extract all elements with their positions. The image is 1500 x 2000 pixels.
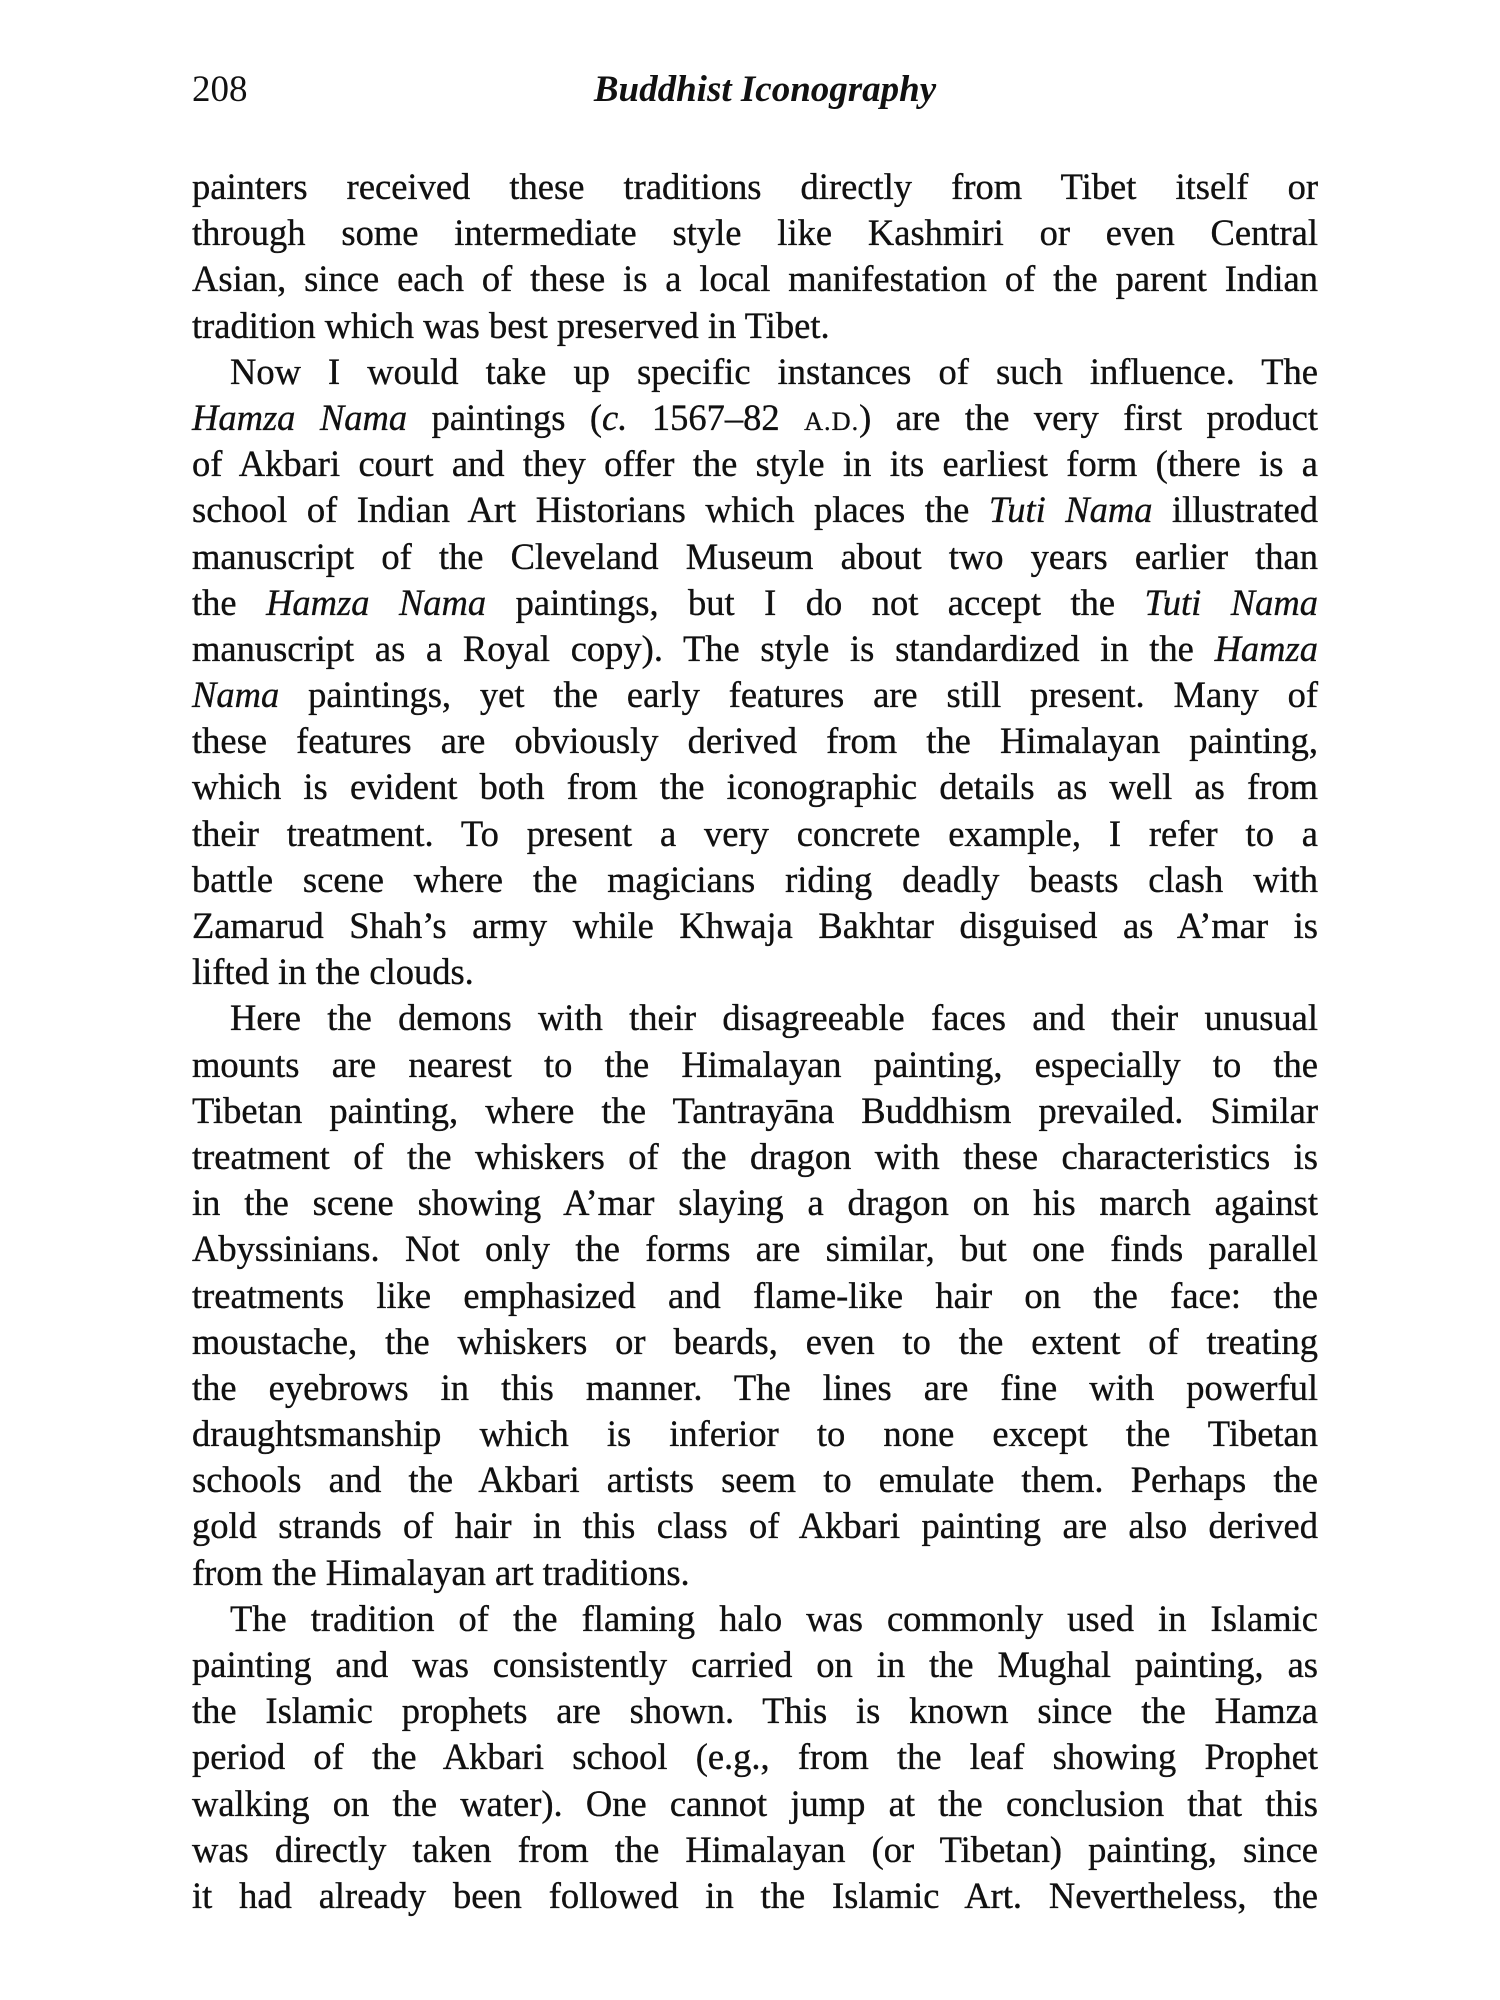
text-segment: Asian, since each of these is a local manifestation of the parent Indian: [192, 258, 1318, 300]
italic-text: Hamza Nama: [192, 396, 408, 438]
text-line-p2: [192, 764, 1318, 810]
text-line-p2: [192, 395, 1318, 441]
italic-text: Hamza Nama: [266, 581, 487, 623]
page-number: 208: [192, 69, 248, 110]
text-line-p4: [192, 1596, 1318, 1642]
text-segment: in the scene showing A’mar slaying a dragon on his march against: [192, 1182, 1318, 1224]
body-text: [192, 164, 1318, 1919]
text-segment: was directly taken from the Himalayan (or Tibetan) painting, since: [192, 1828, 1318, 1870]
text-line-p2: [192, 580, 1318, 626]
text-segment: Here the demons with their disagreeable faces and their unusual: [230, 997, 1318, 1039]
text-line-p3: [192, 1134, 1318, 1180]
text-segment: Zamarud Shah’s army while Khwaja Bakhtar disguised as A’mar is: [192, 905, 1318, 946]
text-segment: walking on the water). One cannot jump at the conclusion that this: [192, 1782, 1318, 1824]
text-line-p2: [192, 857, 1318, 903]
text-line-p1: [192, 256, 1318, 302]
text-line-p3: [192, 1273, 1318, 1319]
text-line-p2: [192, 949, 1318, 995]
text-line-p2: [192, 349, 1318, 395]
text-segment: from the Himalayan art traditions.: [192, 1551, 690, 1593]
text-segment: period of the Akbari school (e.g., from the leaf showing Prophet: [192, 1736, 1318, 1778]
running-header: [192, 68, 1318, 118]
text-segment: gold strands of hair in this class of Akbari painting are also derived: [192, 1505, 1318, 1547]
text-segment: The tradition of the flaming halo was commonly used in Islamic: [230, 1597, 1318, 1639]
running-title: Buddhist Iconography: [593, 69, 937, 110]
text-line-p4: [192, 1688, 1318, 1734]
text-line-p3: [192, 1226, 1318, 1272]
text-segment: these features are obviously derived from the Himalayan painting,: [192, 720, 1318, 762]
text-line-p2: [192, 672, 1318, 718]
text-segment: tradition which was best preserved in Tibet.: [192, 304, 830, 346]
text-line-p4: [192, 1873, 1318, 1919]
text-segment: through some intermediate style like Kashmiri or even Central: [192, 212, 1318, 254]
text-line-p3: [192, 1088, 1318, 1134]
text-line-p3: [192, 1503, 1318, 1549]
text-segment: it had already been followed in the Islamic Art. Nevertheless, the: [192, 1874, 1318, 1916]
text-segment: the: [192, 581, 267, 623]
text-line-p4: [192, 1642, 1318, 1688]
text-segment: school of Indian Art Historians which places the: [192, 489, 989, 531]
text-segment: manuscript of the Cleveland Museum about two years earlier than: [192, 535, 1318, 577]
text-segment: lifted in the clouds.: [192, 951, 474, 993]
text-segment: moustache, the whiskers or beards, even to the extent of treating: [192, 1320, 1318, 1362]
text-segment: Tibetan painting, where the Tantrayāna Buddhism prevailed. Similar: [192, 1089, 1318, 1131]
text-segment: their treatment. To present a very concrete example, I refer to a: [192, 812, 1318, 854]
text-segment: paintings, but I do not accept the: [486, 581, 1145, 623]
italic-text: c.: [602, 396, 628, 438]
text-segment: which is evident both from the iconographic details as well as from: [192, 766, 1318, 808]
text-line-p3: [192, 1180, 1318, 1226]
text-segment: treatments like emphasized and flame-like hair on the face: the: [192, 1274, 1318, 1316]
text-segment: battle scene where the magicians riding deadly beasts clash with: [192, 858, 1318, 900]
text-line-p3: [192, 995, 1318, 1041]
text-line-p4: [192, 1734, 1318, 1780]
text-segment: painting and was consistently carried on in the Mughal painting, as: [192, 1644, 1318, 1685]
text-segment: draughtsmanship which is inferior to none except the Tibetan: [192, 1413, 1318, 1455]
text-segment: the Islamic prophets are shown. This is known since the Hamza: [192, 1690, 1318, 1732]
text-segment: paintings, yet the early features are still present. Many of: [279, 674, 1318, 716]
text-line-p2: [192, 718, 1318, 764]
text-line-p1: [192, 303, 1318, 349]
text-segment: schools and the Akbari artists seem to emulate them. Perhaps the: [192, 1459, 1318, 1501]
text-segment: Abyssinians. Not only the forms are similar, but one finds parallel: [192, 1228, 1318, 1270]
text-line-p1: [192, 164, 1318, 210]
text-segment: the eyebrows in this manner. The lines are fine with powerful: [192, 1366, 1318, 1408]
text-line-p3: [192, 1457, 1318, 1503]
text-line-p1: [192, 210, 1318, 256]
text-line-p4: [192, 1781, 1318, 1827]
italic-text: Nama: [192, 674, 280, 716]
text-segment: ) are the very first product: [859, 396, 1318, 438]
text-segment: Now I would take up specific instances of such influence. The: [230, 350, 1318, 392]
text-segment: of Akbari court and they offer the style in its earliest form (there is a: [192, 443, 1318, 485]
text-line-p2: [192, 487, 1318, 533]
text-line-p3: [192, 1042, 1318, 1088]
text-segment: treatment of the whiskers of the dragon with these characteristics is: [192, 1135, 1318, 1177]
text-segment: manuscript as a Royal copy). The style is standardized in the: [192, 627, 1215, 669]
text-line-p2: [192, 811, 1318, 857]
text-segment: illustrated: [1152, 489, 1318, 531]
text-segment: mounts are nearest to the Himalayan painting, especially to the: [192, 1043, 1318, 1085]
italic-text: Tuti Nama: [1144, 581, 1318, 623]
small-caps-text: A.D.: [804, 406, 860, 436]
text-line-p3: [192, 1319, 1318, 1365]
text-segment: 1567–82: [627, 396, 805, 438]
text-line-p4: [192, 1827, 1318, 1873]
text-line-p2: [192, 441, 1318, 487]
text-segment: paintings (: [407, 396, 603, 438]
italic-text: Tuti Nama: [988, 489, 1153, 531]
text-segment: painters received these traditions directly from Tibet itself or: [192, 166, 1318, 207]
text-line-p3: [192, 1411, 1318, 1457]
italic-text: Hamza: [1214, 627, 1318, 669]
text-line-p3: [192, 1550, 1318, 1596]
text-line-p2: [192, 534, 1318, 580]
text-line-p2: [192, 626, 1318, 672]
text-line-p3: [192, 1365, 1318, 1411]
text-line-p2: [192, 903, 1318, 949]
